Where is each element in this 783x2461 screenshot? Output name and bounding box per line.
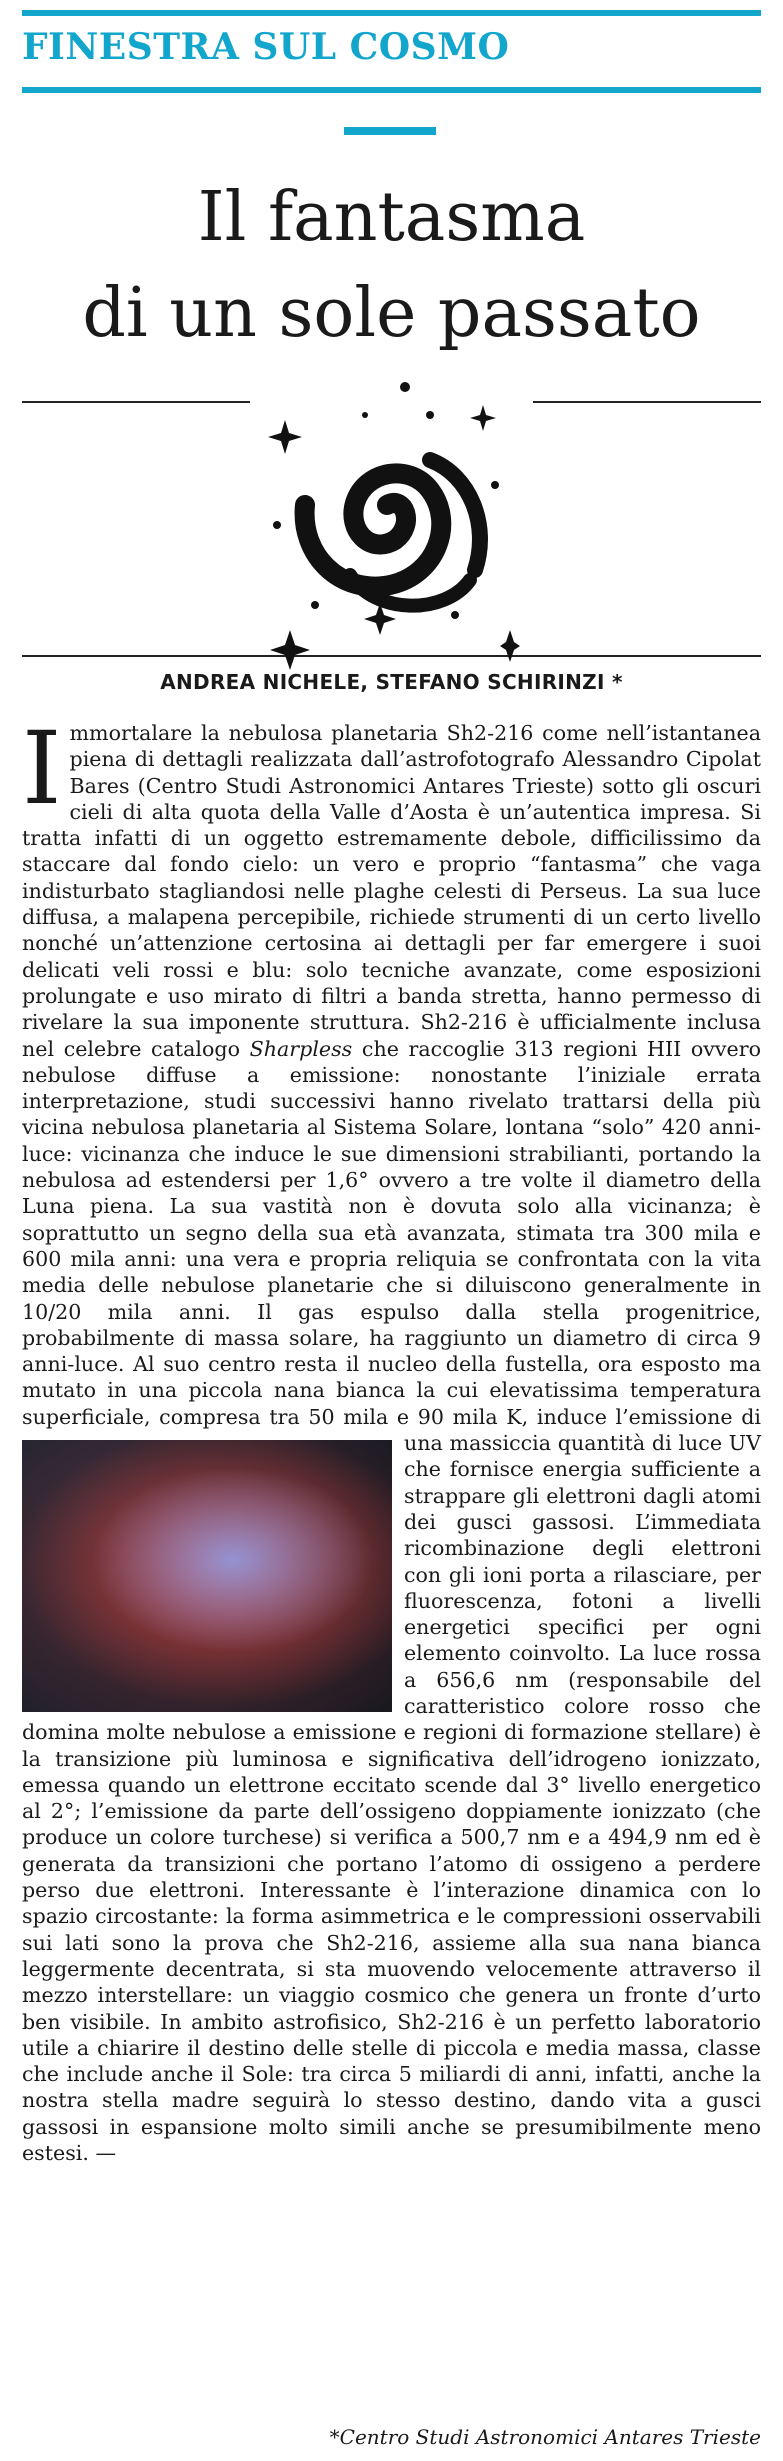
footnote: *Centro Studi Astronomici Antares Trieste bbox=[329, 2425, 761, 2449]
headline-line-1: Il fantasma bbox=[197, 178, 586, 257]
article-text-part-2: che raccoglie 313 regioni HII ovvero nebulose diffuse a emissione: nonostante l’iniziale errata interpretazione, studi successivi hanno rivelato trattarsi della più vicina nebulosa planetaria al Sistema Solare, lontana “solo” 420 anni-luce: vicinanza che induce le sue dimensioni strabilianti, portando la nebulosa ad estendersi per 1,6° ovvero a tre volte il diametro della Luna piena. La sua vastità non è dovuta solo alla vicinanza; è soprattutto un segno della sua età avanzata, stimata tra 300 mila e 600 mila anni: una vera e propria reliquia se confrontata con la vita media delle nebulose planetarie che si diluiscono generalmente in 10/20 mila anni. Il gas espulso dalla stella progenitrice, probabilmente di massa solare, ha raggiunto un diametro di circa 9 anni-luce. Al suo centro resta il nucleo della fustella, ora esposto ma mutato in una piccola nana bianca la cui elevatissima temperatura superficiale, compresa tra 50 mila e 90 mila K, induce l’emissione di una massiccia quantità di luce UV che fornisce energia sufficiente a strappare gli elettroni dagli atomi dei gusci gassosi. L’immediata ricombinazione degli elettroni con gli ioni porta a rilasciare, per fluorescenza, fotoni a livelli energetici specifici per ogni elemento coinvolto. La luce rossa a 656,6 nm (responsabile del caratteristico colore rosso che domina molte nebulose a emissione e regioni di formazione stellare) è la transizione più luminosa e significativa dell’idrogeno ionizzato, emessa quando un elettrone eccitato scende dal 3° livello energetico al 2°; l’emissione da parte dell’ossigeno doppiamente ionizzato (che produce un colore turchese) si verifica a 500,7 nm e a 494,9 nm ed è generata da transizioni che portano l’atomo di ossigeno a perdere perso due elettroni. Interessante è l’interazione dinamica con lo spazio circostante: la forma asimmetrica e le compressioni osservabili sui lati sono la prova che Sh2-216, assieme alla sua nana bianca leggermente decentrata, si sta muovendo velocemente attraverso il mezzo interstellare: un viaggio cosmico che genera un fronte d’urto ben visibile. In ambito astrofisico, Sh2-216 è un perfetto laboratorio utile a chiarire il destino delle stelle di piccola e media massa, classe che include anche il Sole: tra circa 5 miliardi di anni, infatti, anche la nostra stella madre seguirà lo stesso destino, dando vita a gusci gassosi in espansione molto simili anche se presumibilmente meno estesi. — bbox=[22, 1036, 761, 2166]
section-label: FINESTRA SUL COSMO bbox=[22, 26, 510, 68]
header-bottom-rule bbox=[22, 87, 761, 93]
nebula-photo bbox=[22, 1440, 392, 1712]
headline bbox=[22, 170, 761, 362]
catalog-name: Sharpless bbox=[249, 1036, 353, 1061]
logo-rule-left bbox=[22, 401, 250, 403]
article-body bbox=[22, 710, 761, 2166]
byline: ANDREA NICHELE, STEFANO SCHIRINZI * bbox=[160, 670, 623, 694]
accent-dash bbox=[344, 127, 436, 135]
logo-rule-right bbox=[533, 401, 761, 403]
header-top-rule bbox=[22, 10, 761, 16]
drop-cap: I bbox=[22, 710, 62, 827]
article-text-part-1: mmortalare la nebulosa planetaria Sh2-216 come nell’istantanea piena di dettagli realizzata dall’astrofotografo Alessandro Cipolat Bares (Centro Studi Astronomici Antares Trieste) sotto gli oscuri cieli di alta quota della Valle d’Aosta è un’autentica impresa. Si tratta infatti di un oggetto estremamente debole, difficilissimo da staccare dal fondo cielo: un vero e proprio “fantasma” che vaga indisturbato stagliandosi nelle plaghe celesti di Perseus. La sua luce diffusa, a malapena percepibile, richiede strumenti di un certo livello nonché un’attenzione certosina ai dettagli per far emergere i suoi delicati veli rossi e blu: solo tecniche avanzate, come esposizioni prolungate e uso mirato di filtri a banda stretta, hanno permesso di rivelare la sua imponente struttura. Sh2-216 è ufficialmente inclusa nel celebre catalogo bbox=[22, 721, 761, 1061]
spiral-galaxy-icon bbox=[255, 375, 520, 670]
headline-line-2: di un sole passato bbox=[82, 274, 701, 353]
